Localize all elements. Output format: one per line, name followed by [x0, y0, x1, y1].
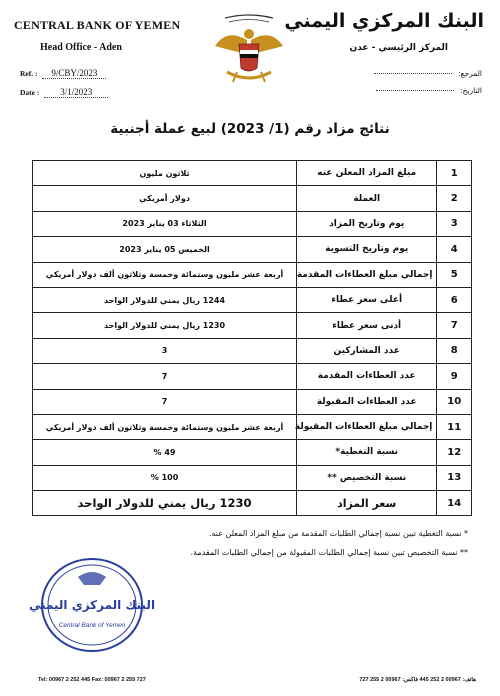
row-label: يوم وتاريخ التسوية — [297, 237, 437, 262]
table-row — [33, 237, 472, 262]
row-value: 3 — [33, 338, 297, 363]
row-value: الثلاثاء 03 يناير 2023 — [33, 211, 297, 236]
row-number: 4 — [437, 237, 472, 262]
row-value: أربعة عشر مليون وستمائة وخمسة وثلاثون ألف دولار أمريكي — [33, 414, 297, 439]
row-number: 14 — [437, 491, 472, 516]
row-number: 13 — [437, 465, 472, 490]
note-allocation: ** نسبة التخصيص تبين نسبة إجمالي الطلبات المقبولة من إجمالي الطلبات المقدمة. — [190, 548, 468, 557]
note-coverage: * نسبة التغطية تبين نسبة إجمالي الطلبات المقدمة من مبلغ المزاد المعلن عنه. — [208, 529, 468, 538]
row-number: 6 — [437, 287, 472, 312]
ref-field-ar — [374, 69, 482, 78]
row-number: 8 — [437, 338, 472, 363]
row-number: 7 — [437, 313, 472, 338]
document-title: نتائج مزاد رقم (1/ 2023) لبيع عملة أجنبية — [110, 121, 390, 137]
row-label: مبلغ المزاد المعلن عنه — [297, 161, 437, 186]
row-number: 11 — [437, 414, 472, 439]
row-label: يوم وتاريخ المزاد — [297, 211, 437, 236]
table-row — [33, 287, 472, 312]
table-row — [33, 161, 472, 186]
row-value: ثلاثون مليون — [33, 161, 297, 186]
row-value: أربعة عشر مليون وستمائة وخمسة وثلاثون ألف دولار أمريكي — [33, 262, 297, 287]
stamp-name-en: Central Bank of Yemen — [58, 622, 126, 629]
date-dots-ar — [376, 90, 454, 91]
row-number: 1 — [437, 161, 472, 186]
official-stamp — [28, 557, 156, 653]
date-value: 3/1/2023 — [44, 87, 108, 98]
row-label: أدنى سعر عطاء — [297, 313, 437, 338]
row-value: 1230 ريال يمني للدولار الواحد — [33, 313, 297, 338]
row-value: 100 % — [33, 465, 297, 490]
row-number: 10 — [437, 389, 472, 414]
table-row — [33, 262, 472, 287]
row-number: 9 — [437, 364, 472, 389]
table-row — [33, 414, 472, 439]
row-value: 1244 ريال يمني للدولار الواحد — [33, 287, 297, 312]
row-value: 49 % — [33, 440, 297, 465]
national-emblem-icon — [207, 10, 291, 92]
ref-label: Ref. : — [20, 69, 38, 78]
auction-results-table — [32, 160, 472, 516]
table-row — [33, 440, 472, 465]
row-label: إجمالي مبلغ العطاءات المقدمة — [297, 262, 437, 287]
table-row — [33, 465, 472, 490]
stamp-name-ar: البنك المركزي اليمني — [28, 598, 156, 612]
ref-value: 9/CBY/2023 — [42, 68, 106, 79]
row-value: 7 — [33, 389, 297, 414]
row-label: عدد العطاءات المقدمة — [297, 364, 437, 389]
row-label: نسبة التغطية* — [297, 440, 437, 465]
ref-label-ar: المرجع: — [458, 69, 482, 78]
table-row — [33, 313, 472, 338]
row-label: إجمالي مبلغ العطاءات المقبولة — [297, 414, 437, 439]
date-field-ar — [376, 86, 482, 95]
row-label: سعر المزاد — [297, 491, 437, 516]
ref-field — [20, 68, 106, 79]
table-row — [33, 338, 472, 363]
table-row — [33, 186, 472, 211]
row-label: العملة — [297, 186, 437, 211]
footer-contact-ar: هاتف: 00967 2 252 445 فاكس: 00967 2 255 727 — [359, 677, 476, 683]
bank-name-en: CENTRAL BANK OF YEMEN — [14, 18, 181, 32]
ref-dots-ar — [374, 73, 452, 74]
table-row — [33, 491, 472, 516]
row-value: دولار أمريكي — [33, 186, 297, 211]
bank-name-ar: البنك المركزي اليمني — [284, 10, 484, 32]
row-label: عدد المشاركين — [297, 338, 437, 363]
row-number: 12 — [437, 440, 472, 465]
row-label: أعلى سعر عطاء — [297, 287, 437, 312]
row-value: 7 — [33, 364, 297, 389]
table-row — [33, 211, 472, 236]
office-name-en: Head Office - Aden — [40, 42, 122, 53]
date-label: Date : — [20, 88, 40, 97]
row-value: الخميس 05 يناير 2023 — [33, 237, 297, 262]
date-label-ar: التاريخ: — [460, 86, 482, 95]
office-name-ar: المركز الرئيسي - عدن — [349, 43, 448, 53]
row-label: نسبة التخصيص ** — [297, 465, 437, 490]
row-number: 3 — [437, 211, 472, 236]
row-number: 2 — [437, 186, 472, 211]
row-number: 5 — [437, 262, 472, 287]
row-label: عدد العطاءات المقبولة — [297, 389, 437, 414]
table-row — [33, 364, 472, 389]
table-row — [33, 389, 472, 414]
footer-contact-en: Tel: 00967 2 252 445 Fax: 00967 2 255 727 — [38, 677, 146, 683]
date-field — [20, 87, 108, 98]
row-value: 1230 ريال يمني للدولار الواحد — [33, 491, 297, 516]
